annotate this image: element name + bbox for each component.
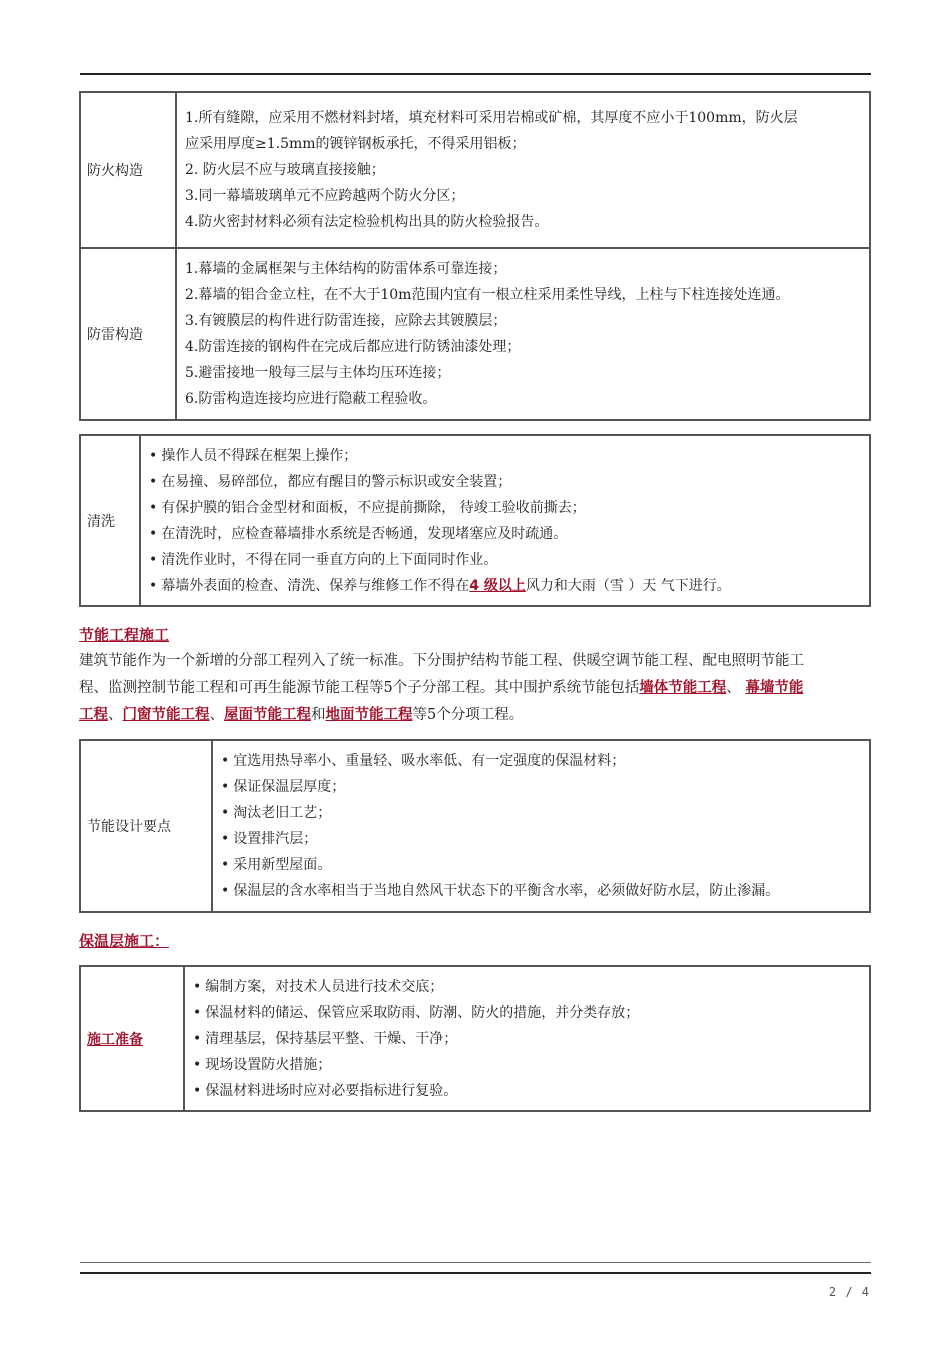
lightning-content [176, 248, 870, 420]
cleaning-last-suffix: 风力和大雨（雪 ）天 气下进行。 [525, 577, 731, 594]
design-item: • 设置排汽层； [221, 831, 318, 847]
lightning-row [80, 248, 870, 420]
window-energy-link: 门窗节能工程 [122, 707, 210, 723]
bullet-icon: • [193, 1030, 202, 1047]
cleaning-last-prefix: 幕墙外表面的检查、清洗、保养与维修工作不得在 [161, 577, 470, 594]
bullet-icon: • [221, 805, 230, 821]
cleaning-item: • 在易撞、易碎部位，都应有醒目的警示标识或安全装置； [149, 473, 512, 490]
design-table [79, 739, 871, 913]
cleaning-item: • 操作人员不得踩在框架上操作； [149, 447, 358, 464]
fire-content [176, 92, 870, 248]
footer-rule [80, 1272, 871, 1274]
prep-label-link: 施工准备 [87, 1031, 143, 1048]
energy-heading: 节能工程施工 [79, 626, 170, 644]
prep-item: • 保温材料进场时应对必要指标进行复验。 [193, 1082, 458, 1099]
lightning-line: 1.幕墙的金属框架与主体结构的防雷体系可靠连接； [185, 261, 507, 277]
energy-para-line: 工程、门窗节能工程、屋面节能工程和地面节能工程等5个分项工程。 [79, 707, 524, 723]
bullet-icon: • [149, 551, 158, 568]
prep-label [80, 966, 184, 1111]
bullet-icon: • [193, 1004, 202, 1021]
lightning-line: 4.防雷连接的钢构件在完成后都应进行防锈油漆处理； [185, 339, 521, 355]
roof-energy-link: 屋面节能工程 [224, 707, 311, 723]
cleaning-table [79, 434, 871, 607]
prep-table [79, 965, 871, 1112]
lightning-line: 6.防雷构造连接均应进行隐蔽工程验收。 [185, 391, 437, 407]
header-rule [80, 73, 871, 75]
design-content [212, 740, 870, 912]
curtain-energy-link-cont: 工程 [79, 707, 108, 723]
fire-line: 2. 防火层不应与玻璃直接接触； [185, 162, 385, 178]
bullet-icon: • [221, 779, 230, 795]
prep-content [184, 966, 870, 1111]
page-number: 2 / 4 [828, 1285, 870, 1299]
insulation-heading: 保温层施工： [79, 932, 170, 950]
cleaning-item: • 在清洗时，应检查幕墙排水系统是否畅通，发现堵塞应及时疏通。 [149, 525, 568, 542]
wall-energy-link: 墙体节能工程 [639, 680, 727, 696]
bullet-icon: • [193, 1082, 202, 1099]
wind-level-highlight: 4 级以上 [469, 577, 526, 594]
curtain-energy-link: 幕墙节能 [745, 680, 804, 696]
cleaning-label: 清洗 [80, 435, 140, 606]
design-label: 节能设计要点 [80, 740, 212, 912]
bullet-icon: • [221, 857, 230, 873]
prep-item: • 现场设置防火措施； [193, 1056, 332, 1073]
design-item: • 采用新型屋面。 [221, 857, 332, 873]
bullet-icon: • [149, 577, 158, 594]
prep-item: • 编制方案，对技术人员进行技术交底； [193, 978, 444, 995]
energy-para-line: 程、监测控制节能工程和可再生能源节能工程等5个子分部工程。其中围护系统节能包括墙体节能工程、 幕墙节能 [79, 680, 804, 696]
fire-line: 1.所有缝隙，应采用不燃材料封堵，填充材料可采用岩棉或矿棉，其厚度不应小于100mm，防火层 [185, 110, 798, 126]
bullet-icon: • [221, 883, 230, 899]
design-item: • 保证保温层厚度； [221, 779, 346, 795]
fire-line: 3.同一幕墙玻璃单元不应跨越两个防火分区； [185, 188, 465, 204]
design-item: • 保温层的含水率相当于当地自然风干状态下的平衡含水率，必须做好防水层，防止渗漏。 [221, 883, 780, 899]
cleaning-content [140, 435, 870, 606]
design-item: • 淘汰老旧工艺； [221, 805, 332, 821]
fire-lightning-table [79, 91, 871, 421]
prep-item: • 清理基层，保持基层平整、干燥、干净； [193, 1030, 458, 1047]
bullet-icon: • [149, 447, 158, 464]
bullet-icon: • [221, 753, 230, 769]
lightning-line: 2.幕墙的铝合金立柱，在不大于10m范围内宜有一根立柱采用柔性导线，上柱与下柱连接处连通。 [185, 287, 790, 303]
fire-line: 4.防火密封材料必须有法定检验机构出具的防火检验报告。 [185, 214, 549, 230]
fire-line: 应采用厚度≥1.5mm的镀锌钢板承托，不得采用铝板； [185, 136, 526, 152]
prep-row [80, 966, 870, 1111]
bullet-icon: • [149, 525, 158, 542]
cleaning-item: • 有保护膜的铝合金型材和面板，不应提前撕除， 待竣工验收前撕去； [149, 499, 586, 516]
prep-item: • 保温材料的储运、保管应采取防雨、防潮、防火的措施，并分类存放； [193, 1004, 640, 1021]
lightning-label: 防雷构造 [80, 248, 176, 420]
fire-row [80, 92, 870, 248]
bullet-icon: • [149, 499, 158, 516]
bullet-icon: • [193, 978, 202, 995]
floor-energy-link: 地面节能工程 [325, 707, 413, 723]
bullet-icon: • [193, 1056, 202, 1073]
footer-rule-thin [80, 1262, 871, 1263]
cleaning-item [149, 573, 861, 599]
energy-para-line: 建筑节能作为一个新增的分部工程列入了统一标准。下分围护结构节能工程、供暖空调节能工程、配电照明节能工 [79, 653, 804, 669]
bullet-icon: • [149, 473, 158, 490]
fire-label: 防火构造 [80, 92, 176, 248]
lightning-line: 5.避雷接地一般每三层与主体均压环连接； [185, 365, 451, 381]
bullet-icon: • [221, 831, 230, 847]
lightning-line: 3.有镀膜层的构件进行防雷连接，应除去其镀膜层； [185, 313, 507, 329]
design-row [80, 740, 870, 912]
energy-paragraph [79, 648, 874, 729]
cleaning-row [80, 435, 870, 606]
design-item: • 宜选用热导率小、重量轻、吸水率低、有一定强度的保温材料； [221, 753, 626, 769]
cleaning-item: • 清洗作业时，不得在同一垂直方向的上下面同时作业。 [149, 551, 498, 568]
